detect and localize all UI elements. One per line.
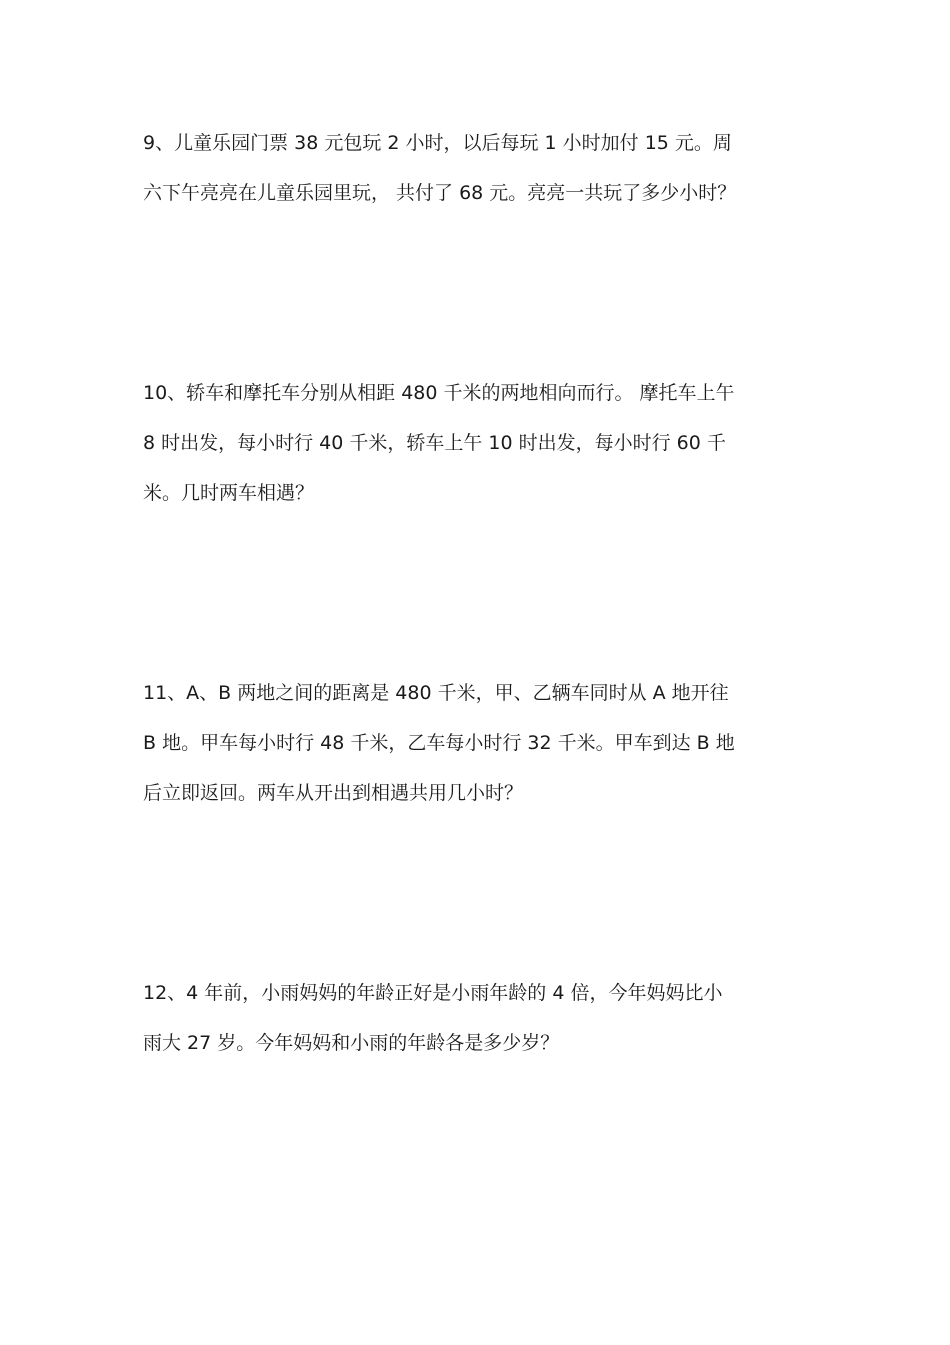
problem-10: [143, 368, 811, 518]
problem-10-line-3: 米。几时两车相遇？: [143, 482, 315, 504]
problem-11-line-2: B 地。甲车每小时行 48 千米，乙车每小时行 32 千米。甲车到达 B 地: [143, 732, 735, 754]
problem-9: [143, 118, 811, 218]
problem-10-line-1: 10、轿车和摩托车分别从相距 480 千米的两地相向而行。 摩托车上午: [143, 382, 735, 404]
problem-11-line-3: 后立即返回。两车从开出到相遇共用几小时？: [143, 782, 524, 804]
problem-10-line-2: 8 时出发，每小时行 40 千米，轿车上午 10 时出发，每小时行 60 千: [143, 432, 726, 454]
problem-12-line-1: 12、4 年前，小雨妈妈的年龄正好是小雨年龄的 4 倍，今年妈妈比小: [143, 982, 723, 1004]
problem-9-line-2: 六下午亮亮在儿童乐园里玩， 共付了 68 元。亮亮一共玩了多少小时？: [143, 182, 737, 204]
problem-9-line-1: 9、儿童乐园门票 38 元包玩 2 小时，以后每玩 1 小时加付 15 元。周: [143, 132, 732, 154]
problem-12-line-2: 雨大 27 岁。今年妈妈和小雨的年龄各是多少岁？: [143, 1032, 560, 1054]
problem-11: [143, 668, 811, 818]
problem-12: [143, 968, 811, 1068]
problem-11-line-1: 11、A、B 两地之间的距离是 480 千米，甲、乙辆车同时从 A 地开往: [143, 682, 729, 704]
